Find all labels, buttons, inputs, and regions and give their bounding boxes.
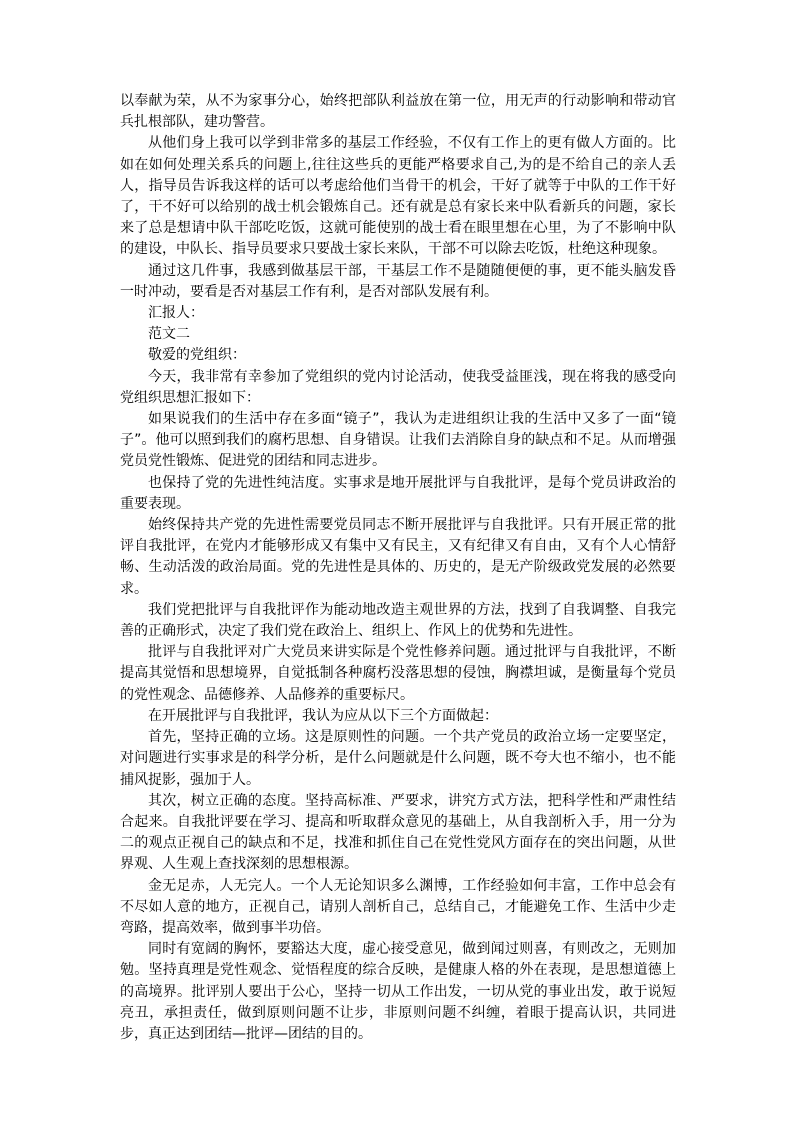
paragraph-first-aspect: 首先，坚持正确的立场。这是原则性的问题。一个共产党员的政治立场一定要坚定，对问题进行实事求是的科学分析，是什么问题就是什么问题，既不夸大也不缩小，也不能捕风捉影，强加于人。 [120, 729, 676, 788]
paragraph-party-spirit: 批评与自我批评对广大党员来讲实际是个党性修养问题。通过批评与自我批评，不断提高其觉悟和思想境界，自觉抵制各种腐朽没落思想的侵蚀，胸襟坦诚，是衡量每个党员的党性观念、品德修养、人品修养的重要标尺。 [120, 644, 676, 703]
paragraph-nobody-perfect: 金无足赤，人无完人。一个人无论知识多么渊博，工作经验如何丰富，工作中总会有不尽如人意的地方，正视自己，请别人剖析自己，总结自己，才能避免工作、生活中少走弯路，提高效率，做到事半功倍。 [120, 877, 676, 936]
section-title: 范文二 [148, 326, 190, 343]
paragraph-work-experience: 从他们身上我可以学到非常多的基层工作经验，不仅有工作上的更有做人方面的。比如在如何处理关系兵的问题上,往往这些兵的更能严格要求自己,为的是不给自己的亲人丢人，指导员告诉我这样的话可以考虑给他们当骨干的机会，干好了就等于中队的工作干好了，干不好可以给别的战士机会锻炼自己。还有就是总有家长来中队看新兵的问题，家长来了总是想请中队干部吃吃饭，这就可能使别的战士看在眼里想在心里，为了不影响中队的建设，中队长、指导员要求只要战士家长来队，干部不可以除去吃饭，杜绝这种现象。 [120, 135, 676, 258]
paragraph-three-aspects: 在开展批评与自我批评，我认为应从以下三个方面做起： [148, 707, 498, 724]
salutation: 敬爱的党组织： [148, 347, 246, 364]
paragraph-purity: 也保持了党的先进性纯洁度。实事求是地开展批评与自我批评，是每个党员讲政治的重要表现。 [120, 474, 676, 512]
paragraph-intro: 今天，我非常有幸参加了党组织的党内讨论活动，使我受益匪浅，现在将我的感受向党组织思想汇报如下： [120, 368, 676, 406]
reporter-signature: 汇报人： [148, 305, 204, 322]
paragraph-second-aspect: 其次，树立正确的态度。坚持高标准、严要求，讲究方式方法，把科学性和严肃性结合起来。自我批评要在学习、提高和听取群众意见的基础上，从自我剖析入手，用一分为二的观点正视自己的缺点和不足，找准和抓住自己在党性党风方面存在的突出问题，从世界观、人生观上查找深刻的思想根源。 [120, 792, 676, 873]
paragraph-mirror: 如果说我们的生活中存在多面“镜子”，我认为走进组织让我的生活中又多了一面“镜子”。他可以照到我们的腐朽思想、自身错误。让我们去消除自身的缺点和不足。从而增强党员党性锻炼、促进党的团结和同志进步。 [120, 411, 676, 470]
paragraph-continuation: 以奉献为荣，从不为家事分心，始终把部队利益放在第一位，用无声的行动影响和带动官兵扎根部队，建功警营。 [120, 93, 676, 131]
document-page [120, 91, 676, 1045]
paragraph-conclusion: 通过这几件事，我感到做基层干部，干基层工作不是随随便便的事，更不能头脑发昏一时冲动，要看是否对基层工作有利，是否对部队发展有利。 [120, 262, 676, 300]
paragraph-broad-mind: 同时有宽阔的胸怀，要豁达大度，虚心接受意见，做到闻过则喜，有则改之，无则加勉。坚持真理是党性观念、觉悟程度的综合反映，是健康人格的外在表现，是思想道德上的高境界。批评别人要出于公心，坚持一切从工作出发，一切从党的事业出发，敢于说短亮丑，承担责任，做到原则问题不让步，非原则问题不纠缠，着眼于提高认识，共同进步，真正达到团结—批评—团结的目的。 [120, 941, 676, 1042]
paragraph-method: 我们党把批评与自我批评作为能动地改造主观世界的方法，找到了自我调整、自我完善的正确形式，决定了我们党在政治上、组织上、作风上的优势和先进性。 [120, 601, 676, 640]
paragraph-advanced-nature: 始终保持共产党的先进性需要党员同志不断开展批评与自我批评。只有开展正常的批评自我批评，在党内才能够形成又有集中又有民主，又有纪律又有自由，又有个人心情舒畅、生动活泼的政治局面。党的先进性是具体的、历史的，是无产阶级政党发展的必然要求。 [120, 517, 676, 597]
